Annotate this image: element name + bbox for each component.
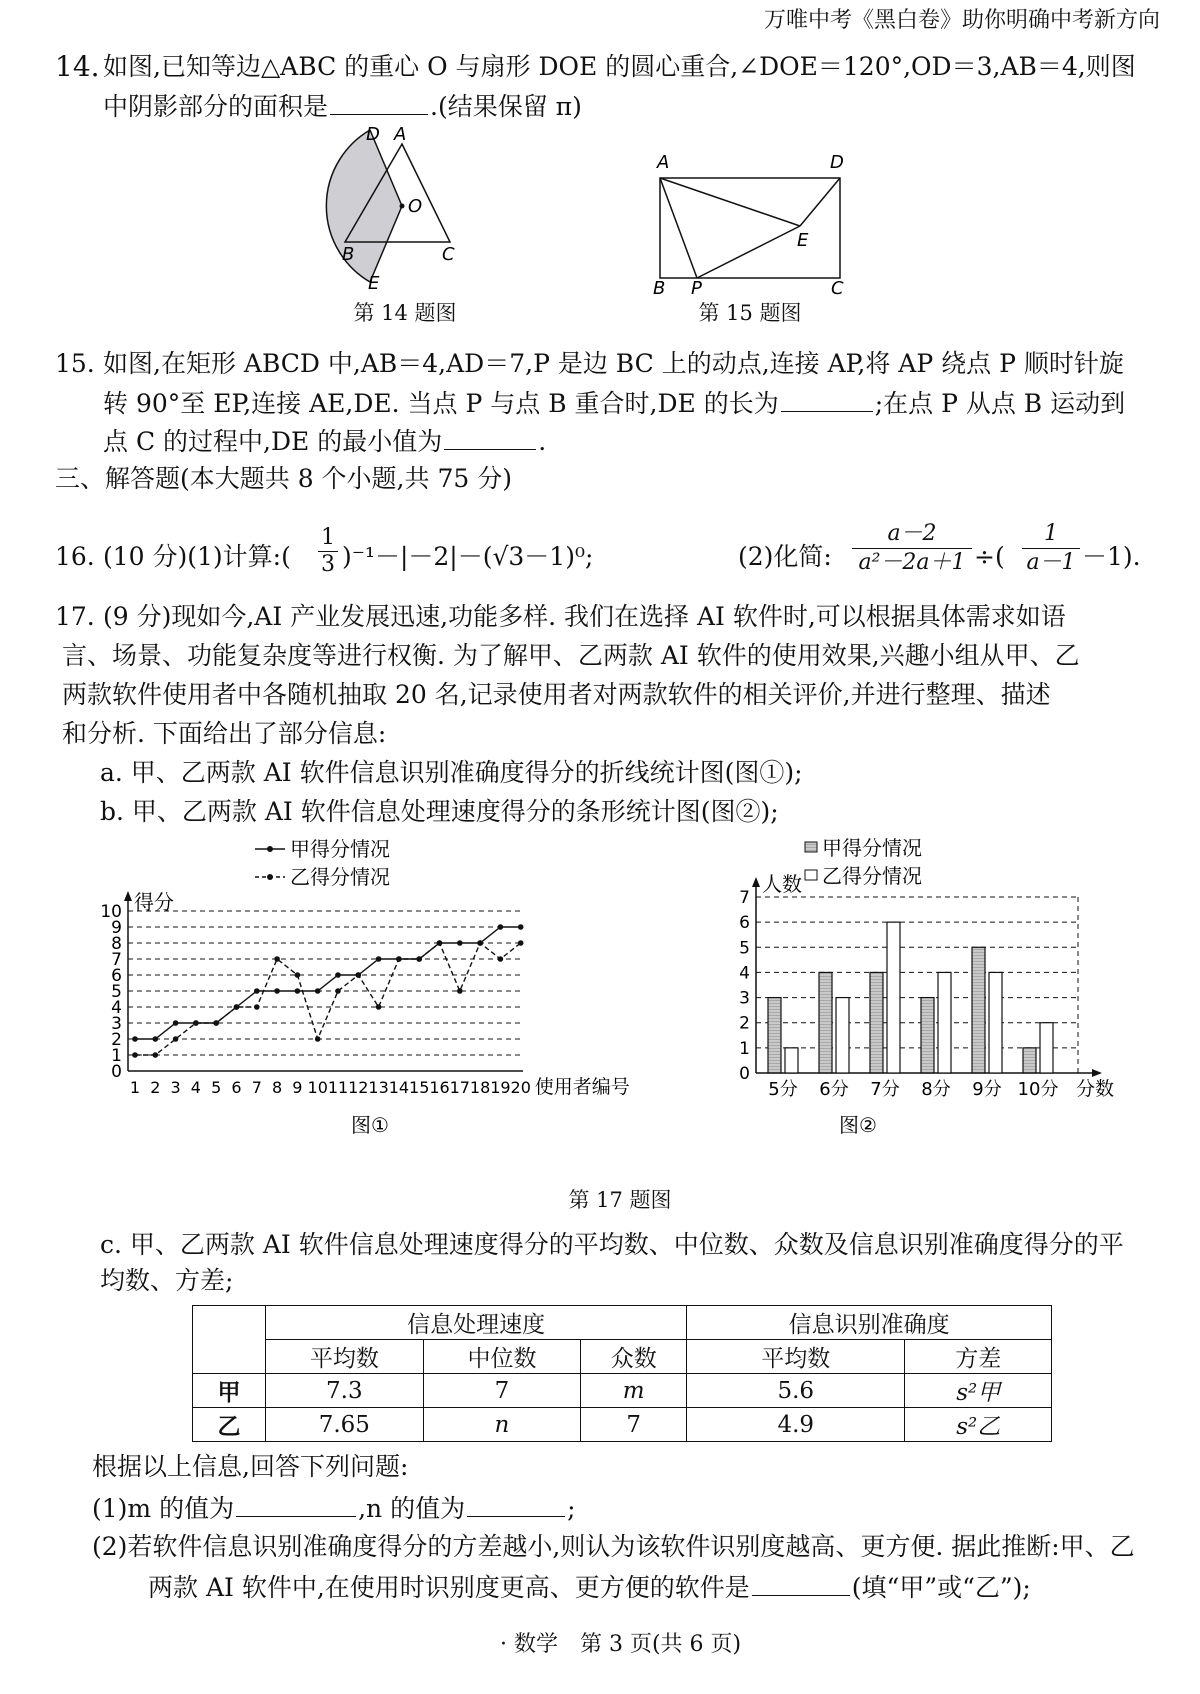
row-label: 乙 <box>193 1408 266 1442</box>
label-c: C <box>831 278 844 295</box>
data-point-yi <box>234 1004 240 1010</box>
x-axis-title: 使用者编号 <box>534 1076 630 1098</box>
q17-item-b: b. 甲、乙两款 AI 软件信息处理速度得分的条形统计图(图②); <box>100 797 779 826</box>
data-point-jia <box>315 988 321 994</box>
y-tick-label: 1 <box>111 1046 122 1066</box>
q17-line1: (9 分)现如今,AI 产业发展迅速,功能多样. 我们在选择 AI 软件时,可以根据具体需求如语 <box>103 602 1066 631</box>
x-tick-label: 2 <box>150 1078 161 1097</box>
y-tick-label: 10 <box>100 902 122 922</box>
x-tick-label: 9分 <box>972 1079 1002 1100</box>
segment-pe <box>697 226 800 278</box>
bar-yi <box>989 972 1002 1073</box>
sub2-text-c: (填“甲”或“乙”); <box>851 1573 1031 1602</box>
y-tick-label: 4 <box>111 998 122 1018</box>
q16-part2-end: －1). <box>1082 542 1141 571</box>
data-point-jia <box>295 988 301 994</box>
section-title: 三、解答题(本大题共 8 个小题,共 75 分) <box>55 464 512 493</box>
x-tick-label: 10分 <box>1017 1079 1059 1100</box>
data-point-yi <box>132 1052 138 1058</box>
sub1-text-c: ; <box>567 1494 576 1523</box>
table-group-speed: 信息处理速度 <box>266 1306 687 1340</box>
data-point-jia <box>274 988 280 994</box>
bar-yi <box>938 972 951 1073</box>
x-tick-label: 7 <box>251 1078 262 1097</box>
x-tick-label: 3 <box>170 1078 181 1097</box>
table-cell: 5.6 <box>687 1374 905 1408</box>
label-e: E <box>368 273 380 293</box>
y-tick-label: 6 <box>111 966 122 986</box>
table-header: 平均数 <box>266 1340 424 1374</box>
bar-yi <box>887 922 900 1073</box>
x-tick-label: 14 <box>388 1078 410 1097</box>
label-o: O <box>408 196 423 217</box>
sub1-text-a: (1)m 的值为 <box>92 1494 235 1523</box>
x-tick-label: 12 <box>348 1078 369 1097</box>
table-row <box>193 1408 1052 1442</box>
q14-fig-caption: 第 14 题图 <box>353 301 457 325</box>
legend-marker-jia <box>267 846 273 852</box>
data-point-yi <box>173 1036 179 1042</box>
shaded-sector <box>326 130 402 282</box>
table-cell: 7.65 <box>266 1408 424 1442</box>
bar-yi <box>785 1048 798 1073</box>
chart1-caption: 图① <box>351 1113 389 1137</box>
y-axis-title: 人数 <box>762 872 802 896</box>
q15-line1: 如图,在矩形 ABCD 中,AB＝4,AD＝7,P 是边 BC 上的动点,连接 AP,将 AP 绕点 P 顺时针旋 <box>103 349 1124 378</box>
q16-frac1 <box>318 525 338 578</box>
data-point-jia <box>498 924 504 930</box>
data-point-yi <box>254 1004 260 1010</box>
x-tick-label: 4 <box>190 1078 201 1097</box>
y-tick-label: 3 <box>111 1014 122 1034</box>
y-tick-label: 3 <box>739 988 750 1009</box>
frac1-num: 1 <box>318 525 338 552</box>
data-point-yi <box>335 988 341 994</box>
data-point-jia <box>173 1020 179 1026</box>
y-tick-label: 0 <box>111 1062 122 1082</box>
q15-fig-caption: 第 15 题图 <box>698 301 802 325</box>
segment-de <box>800 178 840 226</box>
frac3-den: a－1 <box>1026 550 1076 575</box>
table-header: 中位数 <box>423 1340 581 1374</box>
table-header: 平均数 <box>687 1340 905 1374</box>
q16-frac2 <box>852 520 972 577</box>
segment-ap <box>660 178 697 278</box>
table-cell: 4.9 <box>687 1408 905 1442</box>
label-b: B <box>653 278 666 295</box>
x-tick-label: 5分 <box>768 1079 798 1100</box>
y-axis-arrow <box>752 877 760 887</box>
series-line-jia <box>135 927 521 1039</box>
frac2-den: a²－2a＋1 <box>858 550 966 575</box>
bar-yi <box>1040 1023 1053 1073</box>
q17-line3: 两款软件使用者中各随机抽取 20 名,记录使用者对两款软件的相关评价,并进行整理、描述 <box>62 680 1051 709</box>
y-tick-label: 2 <box>739 1013 750 1034</box>
y-tick-label: 5 <box>111 982 122 1002</box>
label-c: C <box>442 244 455 265</box>
x-tick-label: 8分 <box>921 1079 951 1100</box>
q14-line1: 如图,已知等边△ABC 的重心 O 与扇形 DOE 的圆心重合,∠DOE＝120°,OD＝3,AB＝4,则图 <box>103 52 1136 81</box>
q17-item-c2: 均数、方差; <box>100 1266 234 1295</box>
q17-line2: 言、场景、功能复杂度等进行权衡. 为了解甲、乙两款 AI 软件的使用效果,兴趣小组从甲、乙 <box>62 641 1080 670</box>
bar-jia <box>972 947 985 1073</box>
legend-label-jia: 甲得分情况 <box>822 836 922 860</box>
bar-chart <box>720 835 1140 1140</box>
y-tick-label: 2 <box>111 1030 122 1050</box>
data-point-jia <box>254 988 260 994</box>
table-row <box>193 1374 1052 1408</box>
data-point-yi <box>315 1036 321 1042</box>
answer-intro: 根据以上信息,回答下列问题: <box>92 1452 409 1481</box>
q15-number: 15. <box>55 349 95 378</box>
x-tick-label: 9 <box>292 1078 303 1097</box>
x-tick-label: 18 <box>469 1078 491 1097</box>
bar-jia <box>921 998 934 1073</box>
x-tick-label: 1 <box>129 1078 141 1097</box>
q15-line2b: ;在点 P 从点 B 运动到 <box>874 389 1126 418</box>
q16-part2: (2)化简: <box>738 542 832 571</box>
q14-figure <box>310 118 480 293</box>
y-tick-label: 8 <box>111 934 122 954</box>
row-label: 甲 <box>193 1374 266 1408</box>
data-point-yi <box>274 956 280 962</box>
sub-question-2a: (2)若软件信息识别准确度得分的方差越小,则认为该软件识别度越高、更方便. 据此推断:甲、乙 <box>92 1532 1135 1561</box>
q14-number: 14. <box>55 50 100 83</box>
data-point-jia <box>335 972 341 978</box>
bar-jia <box>768 998 781 1073</box>
series-line-yi <box>135 943 521 1055</box>
x-tick-label: 7分 <box>870 1079 900 1100</box>
sub1-text-b: ,n 的值为 <box>358 1494 466 1523</box>
legend-swatch-jia <box>805 842 817 852</box>
label-d: D <box>830 152 844 173</box>
chart2-caption: 图② <box>839 1113 877 1137</box>
table-cell: 7 <box>581 1408 687 1442</box>
data-point-jia <box>153 1036 159 1042</box>
q14-line2b: .(结果保留 π) <box>430 92 582 121</box>
x-tick-label: 10 <box>307 1078 328 1097</box>
q15-figure <box>645 150 860 295</box>
data-point-yi <box>518 940 524 946</box>
x-tick-label: 5 <box>211 1078 222 1097</box>
table-header: 方差 <box>905 1340 1052 1374</box>
data-point-yi <box>498 956 504 962</box>
bar-jia <box>870 972 883 1073</box>
y-tick-label: 4 <box>739 963 750 984</box>
y-tick-label: 0 <box>739 1064 750 1084</box>
software-answer-blank[interactable] <box>752 1569 850 1596</box>
q17-number: 17. <box>55 602 95 631</box>
data-point-yi <box>376 1004 382 1010</box>
table-header: 众数 <box>581 1340 687 1374</box>
q15-answer-blank-1[interactable] <box>781 385 873 412</box>
x-tick-label: 13 <box>368 1078 389 1097</box>
data-point-jia <box>518 924 524 930</box>
y-axis-title: 得分 <box>134 890 174 914</box>
bar-yi <box>836 998 849 1073</box>
data-point-jia <box>132 1036 138 1042</box>
frac2-num: a－2 <box>852 520 972 549</box>
label-e: E <box>797 230 809 251</box>
legend-marker-yi <box>267 874 273 880</box>
data-point-yi <box>295 972 301 978</box>
legend-label-yi: 乙得分情况 <box>822 864 922 888</box>
sub-question-2b <box>148 1569 1031 1605</box>
label-a: A <box>657 152 670 173</box>
table-group-accuracy: 信息识别准确度 <box>687 1306 1052 1340</box>
point-o <box>400 204 405 209</box>
x-tick-label: 6分 <box>819 1079 849 1100</box>
x-tick-label: 15 <box>409 1078 430 1097</box>
q16-part2-mid: ÷( <box>974 542 1005 571</box>
q14-answer-blank[interactable] <box>330 88 428 115</box>
y-tick-label: 1 <box>739 1038 750 1059</box>
x-tick-label: 19 <box>490 1078 511 1097</box>
q16-number: 16. <box>55 542 95 571</box>
line-chart <box>80 835 695 1140</box>
legend-label-yi: 乙得分情况 <box>290 865 390 889</box>
x-tick-label: 17 <box>449 1078 470 1097</box>
plot-area <box>100 890 629 1098</box>
q16-part1-rest: )⁻¹－|－2|－(√3－1)⁰; <box>342 542 594 571</box>
table-cell: s²乙 <box>905 1408 1052 1442</box>
rectangle-abcd <box>660 178 840 278</box>
y-axis-arrow <box>124 891 132 901</box>
bar-jia <box>819 972 832 1073</box>
label-p: P <box>691 278 702 295</box>
data-point-yi <box>153 1052 159 1058</box>
q16-part1 <box>103 540 291 574</box>
sub-question-1 <box>92 1490 576 1526</box>
frac1-den: 3 <box>321 552 335 577</box>
sub2-text-b: 两款 AI 软件中,在使用时识别度更高、更方便的软件是 <box>148 1573 750 1602</box>
data-point-yi <box>213 1020 219 1026</box>
q16-frac3 <box>1022 520 1080 577</box>
data-point-yi <box>416 956 422 962</box>
x-tick-label: 11 <box>327 1078 349 1097</box>
n-answer-blank[interactable] <box>467 1490 565 1517</box>
table-cell: 7.3 <box>266 1374 424 1408</box>
data-point-yi <box>356 972 362 978</box>
legend-label-jia: 甲得分情况 <box>290 837 390 861</box>
y-tick-label: 7 <box>111 950 122 970</box>
x-tick-label: 20 <box>510 1078 531 1097</box>
page-footer: · 数学 第 3 页(共 6 页) <box>500 1632 742 1657</box>
table-corner <box>193 1306 266 1374</box>
y-tick-label: 9 <box>111 918 122 938</box>
data-point-yi <box>193 1020 199 1026</box>
data-point-yi <box>457 988 463 994</box>
bar-jia <box>1023 1048 1036 1073</box>
q15-line2a: 转 90°至 EP,连接 AE,DE. 当点 P 与点 B 重合时,DE 的长为 <box>103 389 779 418</box>
y-tick-label: 6 <box>739 913 750 934</box>
table-cell: m <box>581 1374 687 1408</box>
y-tick-label: 7 <box>739 888 750 908</box>
segment-ae <box>660 178 800 226</box>
q15-line3 <box>103 423 546 459</box>
frac3-num: 1 <box>1022 520 1080 549</box>
data-point-yi <box>477 940 483 946</box>
data-point-jia <box>376 956 382 962</box>
q15-line3b: . <box>538 427 547 456</box>
q14-line2a: 中阴影部分的面积是 <box>103 92 329 121</box>
x-axis-title: 分数 <box>1076 1078 1115 1100</box>
q17-line4: 和分析. 下面给出了部分信息: <box>62 719 387 748</box>
y-tick-label: 5 <box>739 938 750 959</box>
label-d: D <box>366 124 380 145</box>
data-point-jia <box>457 940 463 946</box>
q15-line3a: 点 C 的过程中,DE 的最小值为 <box>103 427 443 456</box>
q15-line2 <box>103 385 1125 421</box>
x-axis-arrow <box>1092 1069 1102 1077</box>
page-header: 万唯中考《黑白卷》助你明确中考新方向 <box>763 8 1160 33</box>
table-cell: s²甲 <box>905 1374 1052 1408</box>
label-b: B <box>342 244 355 265</box>
label-a: A <box>394 124 407 145</box>
q15-answer-blank-2[interactable] <box>444 423 536 450</box>
q17-item-c1: c. 甲、乙两款 AI 软件信息处理速度得分的平均数、中位数、众数及信息识别准确度得分的平 <box>100 1230 1124 1259</box>
q17-item-a: a. 甲、乙两款 AI 软件信息识别准确度得分的折线统计图(图①); <box>100 758 803 787</box>
q16-part1-prefix: (10 分)(1)计算:( <box>103 542 291 571</box>
x-tick-label: 8 <box>272 1078 283 1097</box>
legend-swatch-yi <box>805 870 817 880</box>
x-tick-label: 6 <box>231 1078 242 1097</box>
table-cell: 7 <box>423 1374 581 1408</box>
data-point-yi <box>437 940 443 946</box>
q17-fig-caption: 第 17 题图 <box>568 1188 672 1212</box>
m-answer-blank[interactable] <box>236 1490 356 1517</box>
stats-table <box>192 1305 1052 1442</box>
table-cell: n <box>423 1408 581 1442</box>
x-tick-label: 16 <box>429 1078 450 1097</box>
data-point-yi <box>396 956 402 962</box>
